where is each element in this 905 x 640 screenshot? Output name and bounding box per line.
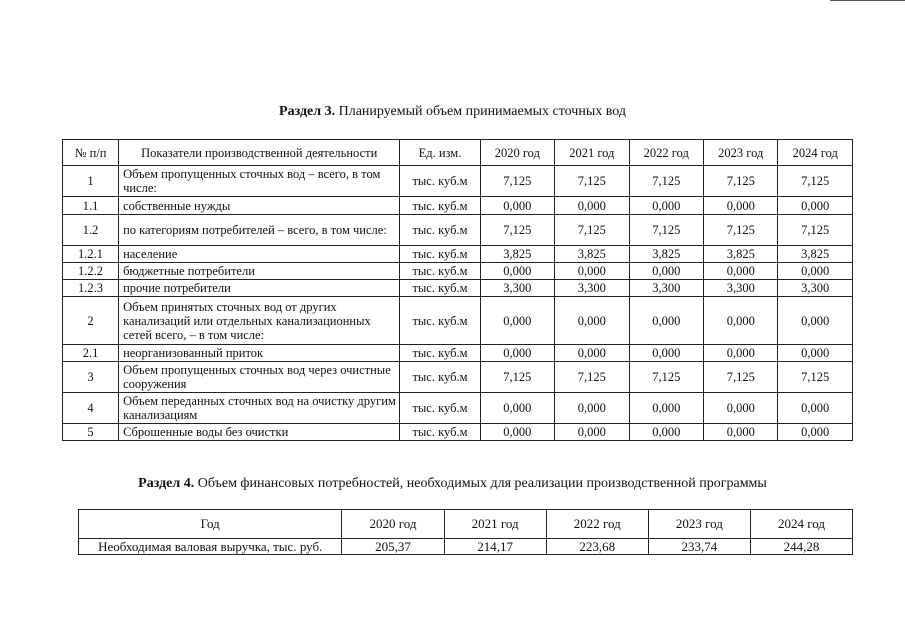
section-3-title <box>0 104 905 120</box>
header-year-2020: 2020 год <box>480 140 554 166</box>
section-3-title-bold: Раздел 3. <box>279 104 336 119</box>
header-year-2021: 2021 год <box>444 510 546 539</box>
row-value-2020: 0,000 <box>480 424 554 441</box>
row-number: 1.2.1 <box>63 246 119 263</box>
header-year-2021: 2021 год <box>555 140 629 166</box>
row-value-2023: 7,125 <box>704 362 778 393</box>
row-unit: тыс. куб.м <box>400 166 480 197</box>
row-value-2024: 0,000 <box>778 393 853 424</box>
table-header-row <box>79 510 853 539</box>
row-value-2022: 7,125 <box>629 362 703 393</box>
row-number: 5 <box>63 424 119 441</box>
row-value-2024: 0,000 <box>778 345 853 362</box>
section-4-title <box>0 476 905 492</box>
row-unit: тыс. куб.м <box>400 280 480 297</box>
row-value-2023: 0,000 <box>704 263 778 280</box>
table-row <box>63 215 853 246</box>
revenue-2022: 223,68 <box>546 539 648 555</box>
revenue-2023: 233,74 <box>648 539 750 555</box>
header-year-2024: 2024 год <box>750 510 852 539</box>
row-value-2020: 0,000 <box>480 345 554 362</box>
row-value-2023: 7,125 <box>704 215 778 246</box>
row-value-2024: 0,000 <box>778 297 853 345</box>
header-year-2022: 2022 год <box>629 140 703 166</box>
row-unit: тыс. куб.м <box>400 197 480 215</box>
row-value-2020: 0,000 <box>480 297 554 345</box>
table-row <box>63 280 853 297</box>
row-value-2024: 7,125 <box>778 362 853 393</box>
row-value-2023: 0,000 <box>704 197 778 215</box>
header-year-2022: 2022 год <box>546 510 648 539</box>
row-unit: тыс. куб.м <box>400 215 480 246</box>
header-indicator: Показатели производственной деятельности <box>119 140 400 166</box>
row-value-2021: 0,000 <box>555 424 629 441</box>
row-indicator: Объем пропущенных сточных вод – всего, в том числе: <box>119 166 400 197</box>
row-value-2024: 0,000 <box>778 424 853 441</box>
section-4-title-text: Объем финансовых потребностей, необходимых для реализации производственной программы <box>194 476 767 491</box>
header-year-2023: 2023 год <box>648 510 750 539</box>
row-value-2020: 7,125 <box>480 362 554 393</box>
header-year-label: Год <box>79 510 342 539</box>
row-unit: тыс. куб.м <box>400 263 480 280</box>
section-3-title-text: Планируемый объем принимаемых сточных вод <box>335 104 626 119</box>
row-value-2023: 3,825 <box>704 246 778 263</box>
row-value-2022: 0,000 <box>629 345 703 362</box>
table-row <box>63 246 853 263</box>
page-corner-line <box>830 0 905 1</box>
row-number: 2 <box>63 297 119 345</box>
row-value-2023: 0,000 <box>704 345 778 362</box>
planned-wastewater-table <box>62 139 853 441</box>
row-value-2022: 0,000 <box>629 393 703 424</box>
row-value-2022: 3,825 <box>629 246 703 263</box>
row-number: 1 <box>63 166 119 197</box>
row-unit: тыс. куб.м <box>400 246 480 263</box>
row-number: 1.2.2 <box>63 263 119 280</box>
row-number: 1.2 <box>63 215 119 246</box>
header-unit: Ед. изм. <box>400 140 480 166</box>
header-year-2023: 2023 год <box>704 140 778 166</box>
row-value-2024: 7,125 <box>778 215 853 246</box>
row-value-2020: 0,000 <box>480 263 554 280</box>
row-value-2021: 7,125 <box>555 362 629 393</box>
row-indicator: прочие потребители <box>119 280 400 297</box>
row-value-2020: 3,825 <box>480 246 554 263</box>
row-indicator: Сброшенные воды без очистки <box>119 424 400 441</box>
row-number: 3 <box>63 362 119 393</box>
financial-needs-table <box>78 509 853 555</box>
row-value-2021: 7,125 <box>555 166 629 197</box>
revenue-2020: 205,37 <box>342 539 444 555</box>
header-num: № п/п <box>63 140 119 166</box>
row-unit: тыс. куб.м <box>400 362 480 393</box>
table-row <box>79 539 853 555</box>
table-header-row <box>63 140 853 166</box>
row-value-2020: 0,000 <box>480 197 554 215</box>
row-value-2022: 0,000 <box>629 297 703 345</box>
row-unit: тыс. куб.м <box>400 424 480 441</box>
row-number: 1.2.3 <box>63 280 119 297</box>
table-row <box>63 263 853 280</box>
row-value-2024: 0,000 <box>778 197 853 215</box>
row-value-2022: 0,000 <box>629 263 703 280</box>
table-row <box>63 197 853 215</box>
row-value-2020: 7,125 <box>480 215 554 246</box>
row-value-2023: 7,125 <box>704 166 778 197</box>
row-value-2023: 0,000 <box>704 393 778 424</box>
row-value-2021: 0,000 <box>555 345 629 362</box>
row-value-2022: 7,125 <box>629 215 703 246</box>
header-year-2020: 2020 год <box>342 510 444 539</box>
row-value-2021: 7,125 <box>555 215 629 246</box>
table-row <box>63 166 853 197</box>
row-indicator: по категориям потребителей – всего, в том числе: <box>119 215 400 246</box>
row-value-2020: 3,300 <box>480 280 554 297</box>
table-row <box>63 345 853 362</box>
table-row <box>63 362 853 393</box>
row-value-2021: 0,000 <box>555 197 629 215</box>
row-value-2024: 0,000 <box>778 263 853 280</box>
revenue-2024: 244,28 <box>750 539 852 555</box>
row-unit: тыс. куб.м <box>400 345 480 362</box>
row-value-2022: 3,300 <box>629 280 703 297</box>
row-value-2020: 7,125 <box>480 166 554 197</box>
row-unit: тыс. куб.м <box>400 297 480 345</box>
row-value-2021: 0,000 <box>555 297 629 345</box>
row-value-2021: 0,000 <box>555 393 629 424</box>
row-number: 4 <box>63 393 119 424</box>
table-row <box>63 297 853 345</box>
row-number: 1.1 <box>63 197 119 215</box>
row-value-2022: 7,125 <box>629 166 703 197</box>
row-number: 2.1 <box>63 345 119 362</box>
row-value-2021: 3,300 <box>555 280 629 297</box>
revenue-2021: 214,17 <box>444 539 546 555</box>
section-4-title-bold: Раздел 4. <box>138 476 195 491</box>
row-indicator: бюджетные потребители <box>119 263 400 280</box>
planned-wastewater-body <box>63 166 853 441</box>
row-unit: тыс. куб.м <box>400 393 480 424</box>
table-row <box>63 393 853 424</box>
row-value-2024: 3,300 <box>778 280 853 297</box>
row-value-2023: 0,000 <box>704 297 778 345</box>
row-value-2022: 0,000 <box>629 197 703 215</box>
row-value-2021: 3,825 <box>555 246 629 263</box>
row-indicator: Объем принятых сточных вод от других канализаций или отдельных канализационных сетей всего, – в том числе: <box>119 297 400 345</box>
row-value-2022: 0,000 <box>629 424 703 441</box>
row-value-2023: 3,300 <box>704 280 778 297</box>
row-value-2024: 7,125 <box>778 166 853 197</box>
row-indicator: население <box>119 246 400 263</box>
row-value-2023: 0,000 <box>704 424 778 441</box>
row-value-2020: 0,000 <box>480 393 554 424</box>
table-row <box>63 424 853 441</box>
row-indicator: неорганизованный приток <box>119 345 400 362</box>
row-value-2024: 3,825 <box>778 246 853 263</box>
row-indicator: Объем переданных сточных вод на очистку другим канализациям <box>119 393 400 424</box>
row-indicator: собственные нужды <box>119 197 400 215</box>
row-indicator: Объем пропущенных сточных вод через очистные сооружения <box>119 362 400 393</box>
header-year-2024: 2024 год <box>778 140 853 166</box>
row-value-2021: 0,000 <box>555 263 629 280</box>
revenue-label: Необходимая валовая выручка, тыс. руб. <box>79 539 342 555</box>
